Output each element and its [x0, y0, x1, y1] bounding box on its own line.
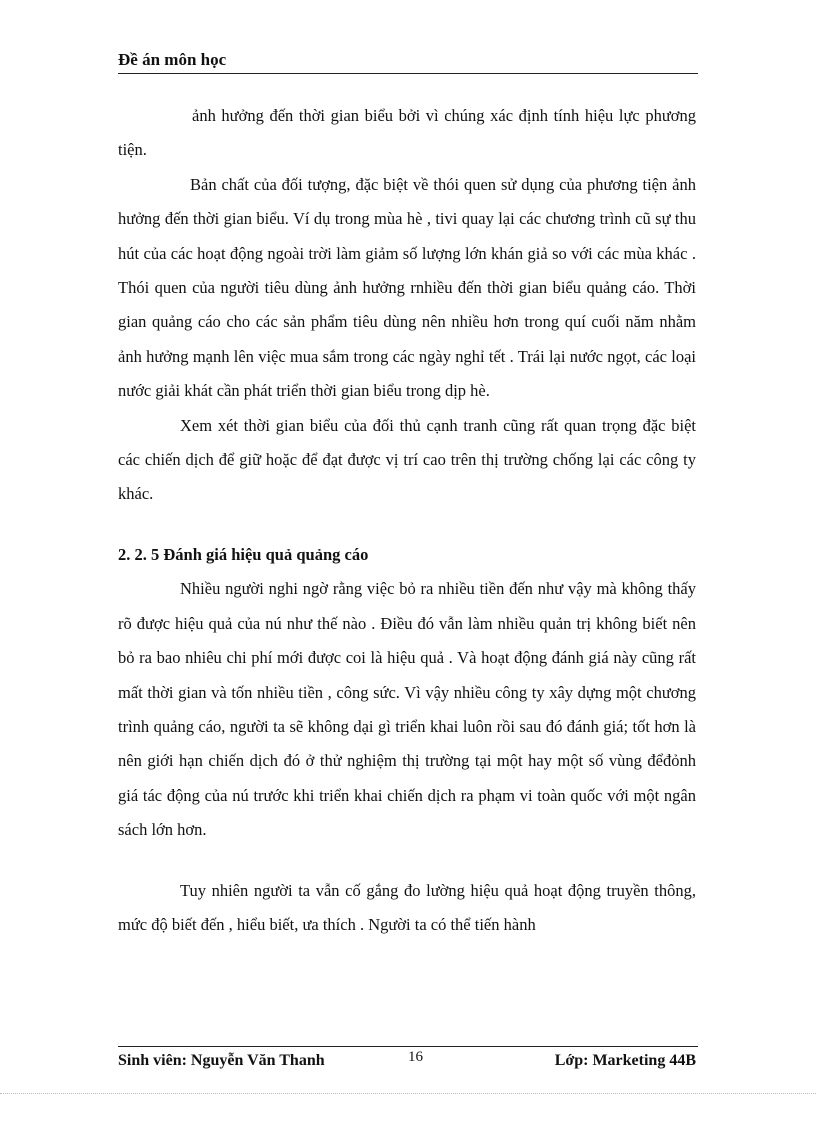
page-title: Đề án môn học	[118, 50, 227, 69]
paragraph-3: Xem xét thời gian biểu của đối thủ cạnh tranh cũng rất quan trọng đặc biệt các chiến dịch để giữ hoặc để đạt được vị trí cao trên thị trường chống lại các công ty khác.	[118, 415, 696, 504]
document-body	[118, 99, 696, 942]
header-rule	[118, 73, 698, 74]
page-number: 16	[408, 1049, 423, 1065]
footer-rule	[118, 1046, 698, 1047]
paragraph-4: Nhiều người nghi ngờ rằng việc bỏ ra nhiều tiền đến như vậy mà không thấy rõ được hiệu quả của nú như thế nào . Điều đó vẫn làm nhiều quản trị không biết nên bỏ ra bao nhiêu chi phí mới được coi là hiệu quả . Và hoạt động đánh giá này cũng rất mất thời gian và tốn nhiều tiền , công sức. Vì vậy nhiều công ty xây dựng một chương trình quảng cáo, người ta sẽ không dại gì triển khai luôn rồi sau đó đánh giá; tốt hơn là nên giới hạn chiến dịch đó ở thử nghiệm thị trường tại một hay một số vùng đểđỏnh giá tác động của nú trước khi triển khai chiến dịch ra phạm vi toàn quốc với một ngân sách lớn hơn.	[118, 579, 696, 840]
section-heading: 2. 2. 5 Đánh giá hiệu quả quảng cáo	[118, 544, 369, 564]
paragraph-2: Bản chất của đối tượng, đặc biệt về thói quen sử dụng của phương tiện ảnh hưởng đến thời gian biểu. Ví dụ trong mùa hè , tivi quay lại các chương trình cũ sự thu hút của các hoạt động ngoài trời làm giảm số lượng lớn khán giả so với các mùa khác . Thói quen của người tiêu dùng ảnh hưởng rnhiều đến thời gian biểu quảng cáo. Thời gian quảng cáo cho các sản phẩm tiêu dùng nên nhiều hơn trong quí cuối năm nhằm ảnh hưởng mạnh lên việc mua sắm trong các ngày nghỉ tết . Trái lại nước ngọt, các loại nước giải khát cần phát triển thời gian biểu trong dịp hè.	[118, 174, 696, 401]
paragraph-5: Tuy nhiên người ta vẫn cố gắng đo lường hiệu quả hoạt động truyền thông, mức độ biết đến , hiểu biết, ưa thích . Người ta có thể tiến hành	[118, 880, 696, 934]
spacer	[118, 512, 696, 538]
footer-student: Sinh viên: Nguyễn Văn Thanh	[118, 1052, 325, 1069]
paragraph-1: ảnh hưởng đến thời gian biểu bởi vì chúng xác định tính hiệu lực phương tiện.	[118, 106, 696, 160]
page-bottom-border	[0, 1093, 816, 1094]
footer-class: Lớp: Marketing 44B	[554, 1052, 696, 1069]
spacer	[118, 848, 696, 874]
